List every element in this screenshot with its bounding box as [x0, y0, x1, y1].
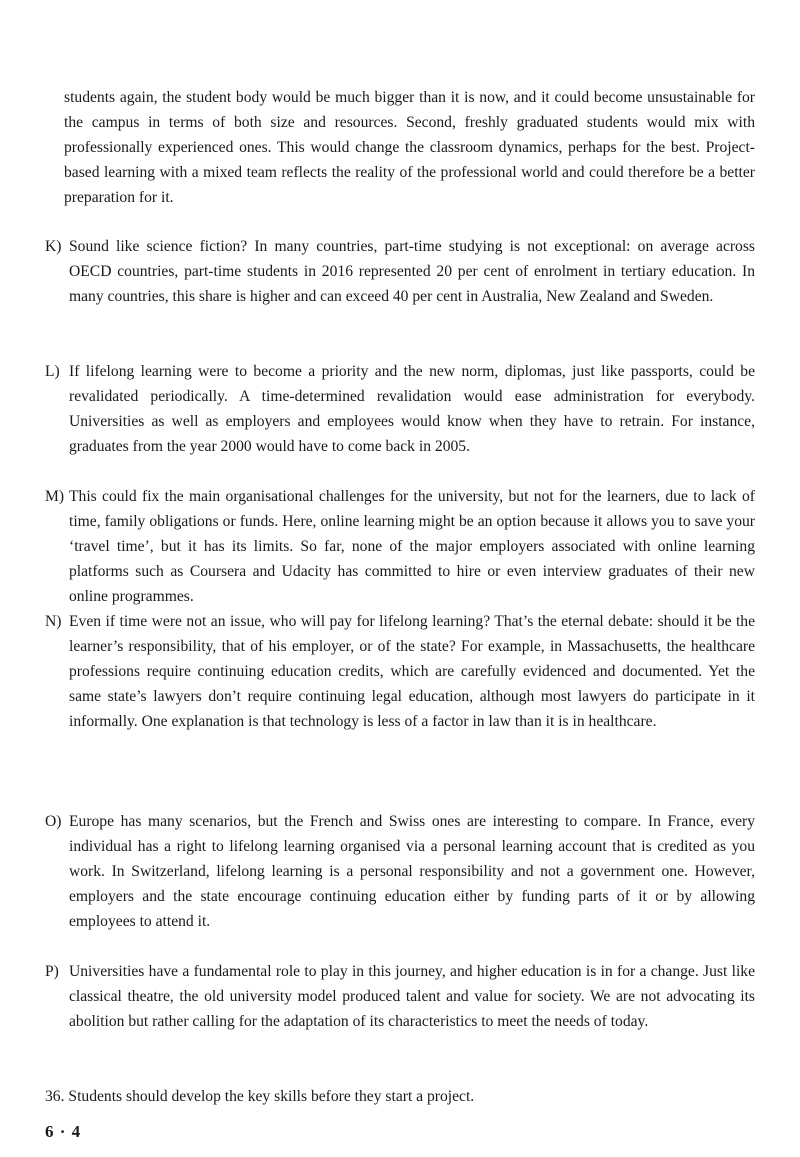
paragraph-o-text: Europe has many scenarios, but the French and Swiss ones are interesting to compare. In France, every individual has a right to lifelong learning organised via a personal learning account that is credited as you work. In Switzerland, lifelong learning is a personal responsibility and not a government one. However, employers and the state encourage continuing education either by funding parts of it or by allowing employees to attend it.: [69, 813, 755, 930]
paragraph-m-text: This could fix the main organisational challenges for the university, but not for the learners, due to lack of time, family obligations or funds. Here, online learning might be an option because it allows you to save your ‘travel time’, but it has its limits. So far, none of the major employers associated with online learning platforms such as Coursera and Udacity has committed to hire or even interview graduates of their new online programmes.: [69, 488, 755, 605]
paragraph-l: [45, 359, 755, 459]
paragraph-k: [45, 234, 755, 309]
paragraph-l-label: L): [45, 363, 60, 380]
paragraph-o-label: O): [45, 813, 62, 830]
paragraph-o: [45, 809, 755, 934]
page-number: 6 · 4: [45, 1122, 82, 1141]
paragraph-n-label: N): [45, 613, 62, 630]
continued-paragraph: [45, 85, 755, 210]
continued-paragraph-text: students again, the student body would be much bigger than it is now, and it could become unsustainable for the campus in terms of both size and resources. Second, freshly graduated students would mix with professionally experienced ones. This would change the classroom dynamics, perhaps for the best. Project-based learning with a mixed team reflects the reality of the professional world and could therefore be a better preparation for it.: [64, 89, 755, 206]
paragraph-p: [45, 959, 755, 1034]
paragraph-p-text: Universities have a fundamental role to play in this journey, and higher education is in for a change. Just like classical theatre, the old university model produced talent and value for society. We are not advocating its abolition but rather calling for the adaptation of its characteristics to meet the needs of today.: [69, 963, 755, 1030]
paragraph-n: [45, 609, 755, 734]
question-number: 36.: [45, 1088, 65, 1105]
paragraph-k-text: Sound like science fiction? In many countries, part-time studying is not exceptional: on average across OECD countries, part-time students in 2016 represented 20 per cent of enrolment in tertiary education. In many countries, this share is higher and can exceed 40 per cent in Australia, New Zealand and Sweden.: [69, 238, 755, 305]
paragraph-l-text: If lifelong learning were to become a priority and the new norm, diplomas, just like passports, could be revalidated periodically. A time-determined revalidation would ease administration for everybody. Universities as well as employers and employees would know when they have to retrain. For instance, graduates from the year 2000 would have to come back in 2005.: [69, 363, 755, 455]
question-text: Students should develop the key skills before they start a project.: [68, 1088, 475, 1105]
paragraph-n-text: Even if time were not an issue, who will pay for lifelong learning? That’s the eternal debate: should it be the learner’s responsibility, that of his employer, or of the state? For example, in Massachusetts, the healthcare professions require continuing education credits, which are carefully evidenced and documented. Yet the same state’s lawyers don’t require continuing legal education, although most lawyers do participate in it informally. One explanation is that technology is less of a factor in law than it is in healthcare.: [69, 613, 755, 730]
paragraph-m-label: M): [45, 488, 65, 505]
question-36: [45, 1084, 755, 1109]
paragraph-k-label: K): [45, 238, 62, 255]
paragraph-m: [45, 484, 755, 609]
paragraph-p-label: P): [45, 963, 59, 980]
